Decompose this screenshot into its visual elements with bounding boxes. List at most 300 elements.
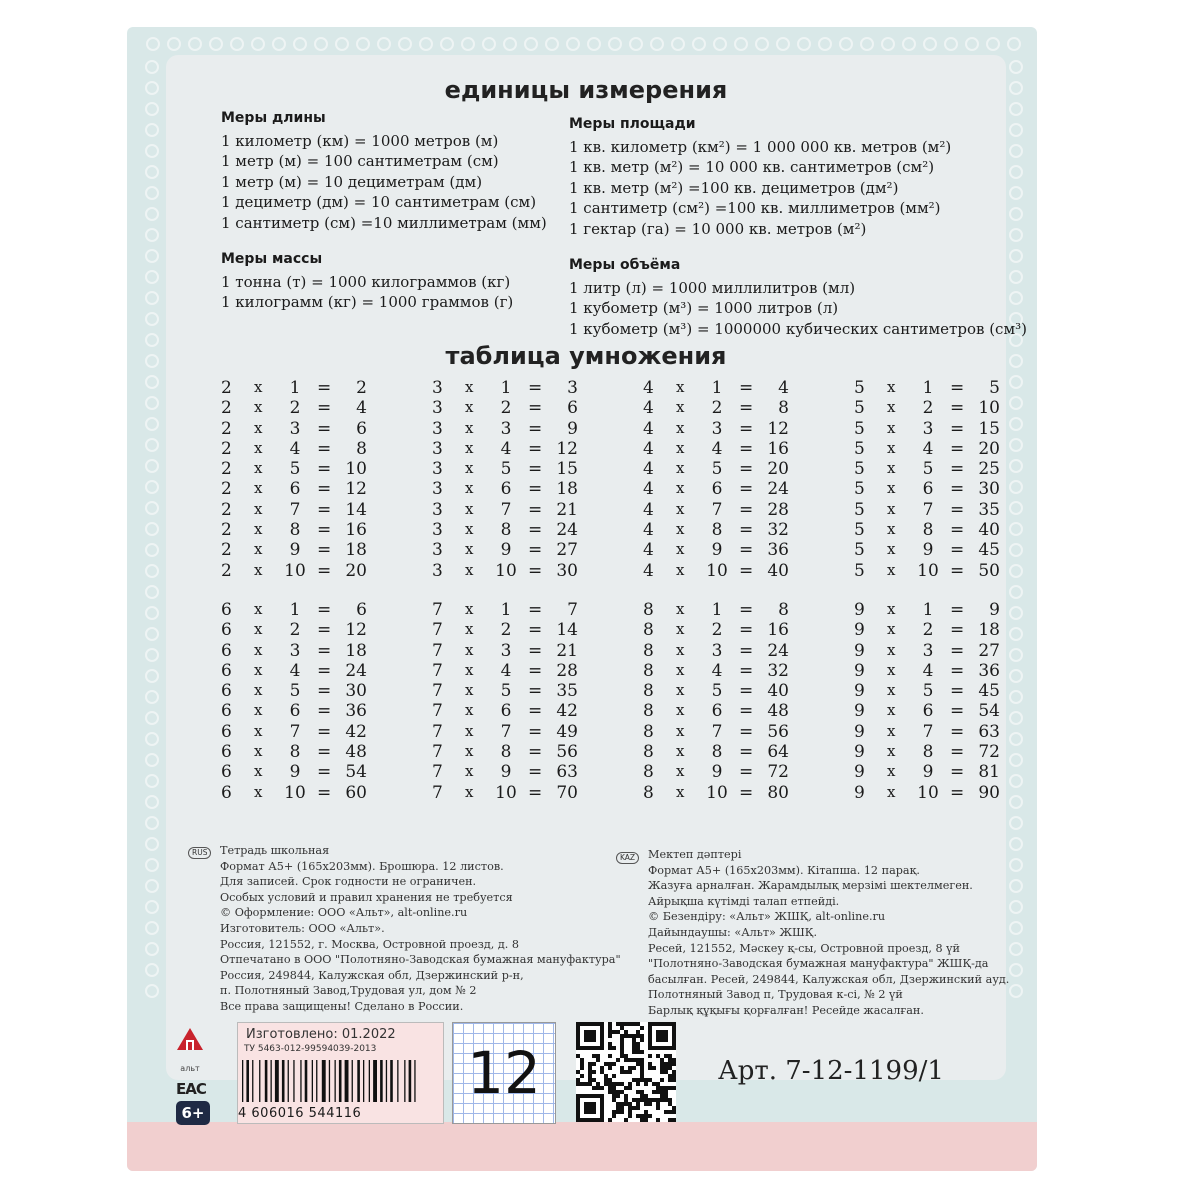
border-ring xyxy=(145,354,159,368)
equals-sign: = xyxy=(317,742,332,763)
imprint-rus xyxy=(220,843,621,1015)
border-ring xyxy=(1009,81,1023,95)
times-sign: x xyxy=(254,681,263,700)
factor-b: 2 xyxy=(922,398,934,419)
border-ring xyxy=(629,37,643,51)
unit-line: 1 килограмм (кг) = 1000 граммов (г) xyxy=(221,293,514,311)
equals-sign: = xyxy=(739,438,754,459)
product: 4 xyxy=(356,398,367,419)
times-sign: x xyxy=(887,660,896,679)
border-ring xyxy=(1009,753,1023,767)
times-sign: x xyxy=(254,418,263,437)
border-ring xyxy=(145,333,159,347)
border-ring xyxy=(839,37,853,51)
border-ring xyxy=(145,396,159,410)
alt-logo xyxy=(176,1028,204,1073)
border-ring xyxy=(1009,522,1023,536)
factor-a: 2 xyxy=(221,540,232,561)
equals-sign: = xyxy=(739,418,754,439)
product: 72 xyxy=(767,762,789,783)
border-ring xyxy=(1009,732,1023,746)
factor-a: 8 xyxy=(643,640,654,661)
imprint-line: Россия, 249844, Калужская обл, Дзержинский р-н, xyxy=(220,968,524,982)
product: 56 xyxy=(556,742,578,763)
equals-sign: = xyxy=(950,499,965,520)
multiplication-row xyxy=(854,398,1004,418)
times-sign: x xyxy=(676,499,685,518)
equals-sign: = xyxy=(739,540,754,561)
factor-a: 4 xyxy=(643,378,654,398)
factor-b: 8 xyxy=(922,520,934,541)
factor-a: 9 xyxy=(854,640,865,661)
cover-bottom-stripe xyxy=(127,1122,1037,1171)
factor-b: 5 xyxy=(500,459,512,480)
mass-heading: Меры массы xyxy=(221,251,323,267)
multiplication-row xyxy=(854,783,1004,803)
factor-a: 7 xyxy=(432,782,443,803)
factor-a: 3 xyxy=(432,560,443,581)
sheets-count: 12 xyxy=(467,1039,541,1107)
border-ring xyxy=(734,37,748,51)
equals-sign: = xyxy=(317,560,332,581)
border-ring xyxy=(1009,900,1023,914)
border-ring xyxy=(545,37,559,51)
times-sign: x xyxy=(887,459,896,478)
border-ring xyxy=(145,291,159,305)
factor-b: 8 xyxy=(289,742,301,763)
product: 24 xyxy=(556,520,578,541)
equals-sign: = xyxy=(739,660,754,681)
multiplication-row xyxy=(432,600,582,620)
imprint-kaz xyxy=(648,847,1009,1019)
product: 48 xyxy=(345,742,367,763)
imprint-line: Все права защищены! Сделано в России. xyxy=(220,999,464,1013)
product: 9 xyxy=(567,418,578,439)
border-ring xyxy=(145,690,159,704)
factor-a: 2 xyxy=(221,479,232,500)
equals-sign: = xyxy=(528,782,543,803)
border-ring xyxy=(145,522,159,536)
product: 8 xyxy=(778,398,789,419)
equals-sign: = xyxy=(528,560,543,581)
factor-a: 3 xyxy=(432,459,443,480)
times-sign: x xyxy=(465,540,474,559)
times-sign: x xyxy=(254,378,263,396)
multiplication-row xyxy=(854,681,1004,701)
multiplication-row xyxy=(432,762,582,782)
product: 18 xyxy=(556,479,578,500)
times-sign: x xyxy=(465,378,474,396)
barcode-icon xyxy=(240,1060,440,1104)
product: 7 xyxy=(567,600,578,620)
factor-a: 9 xyxy=(854,620,865,641)
equals-sign: = xyxy=(950,620,965,641)
border-ring xyxy=(755,37,769,51)
times-sign: x xyxy=(465,640,474,659)
factor-a: 7 xyxy=(432,742,443,763)
multiplication-row xyxy=(643,561,793,581)
factor-b: 6 xyxy=(711,701,723,722)
product: 45 xyxy=(978,540,1000,561)
equals-sign: = xyxy=(317,459,332,480)
unit-line: 1 метр (м) = 10 дециметрам (дм) xyxy=(221,172,483,191)
factor-a: 7 xyxy=(432,721,443,742)
factor-b: 7 xyxy=(289,499,301,520)
times-sign: x xyxy=(676,681,685,700)
equals-sign: = xyxy=(528,499,543,520)
product: 10 xyxy=(978,398,1000,419)
product: 30 xyxy=(345,681,367,702)
multiplication-row xyxy=(854,620,1004,640)
multiplication-row xyxy=(643,500,793,520)
factor-b: 10 xyxy=(917,782,939,803)
equals-sign: = xyxy=(317,721,332,742)
product: 28 xyxy=(767,499,789,520)
border-ring xyxy=(1009,438,1023,452)
factor-a: 7 xyxy=(432,681,443,702)
factor-b: 4 xyxy=(922,660,934,681)
equals-sign: = xyxy=(528,520,543,541)
times-sign: x xyxy=(676,540,685,559)
equals-sign: = xyxy=(950,782,965,803)
times-sign: x xyxy=(465,782,474,801)
multiplication-row xyxy=(854,459,1004,479)
border-ring xyxy=(1009,543,1023,557)
factor-b: 7 xyxy=(289,721,301,742)
imprint-line: Мектеп дәптері xyxy=(648,848,742,861)
equals-sign: = xyxy=(739,620,754,641)
border-ring xyxy=(1009,60,1023,74)
multiplication-row xyxy=(643,419,793,439)
multiplication-row xyxy=(432,661,582,681)
product: 50 xyxy=(978,560,1000,581)
factor-a: 3 xyxy=(432,378,443,398)
times-sign: x xyxy=(465,479,474,498)
product: 42 xyxy=(556,701,578,722)
product: 40 xyxy=(767,560,789,581)
multiplication-row xyxy=(643,520,793,540)
factor-a: 5 xyxy=(854,398,865,419)
factor-a: 8 xyxy=(643,681,654,702)
multiplication-row xyxy=(432,419,582,439)
product: 35 xyxy=(978,499,1000,520)
multiplication-row xyxy=(221,701,371,721)
border-ring xyxy=(671,37,685,51)
border-ring xyxy=(1009,375,1023,389)
factor-b: 1 xyxy=(922,378,934,398)
border-ring xyxy=(145,249,159,263)
imprint-line: Формат А5+ (165х203мм). Брошюра. 12 листов. xyxy=(220,859,504,873)
border-ring xyxy=(881,37,895,51)
times-sign: x xyxy=(887,499,896,518)
times-sign: x xyxy=(465,438,474,457)
product: 54 xyxy=(978,701,1000,722)
multiplication-block xyxy=(643,378,793,581)
product: 49 xyxy=(556,721,578,742)
times-sign: x xyxy=(676,378,685,396)
border-ring xyxy=(356,37,370,51)
border-ring xyxy=(145,837,159,851)
border-ring xyxy=(1009,921,1023,935)
product: 28 xyxy=(556,660,578,681)
equals-sign: = xyxy=(950,640,965,661)
product: 12 xyxy=(345,620,367,641)
unit-line: 1 кв. километр (км²) = 1 000 000 кв. метров (м²) xyxy=(569,137,952,156)
times-sign: x xyxy=(887,540,896,559)
factor-a: 5 xyxy=(854,459,865,480)
factor-a: 5 xyxy=(854,499,865,520)
times-sign: x xyxy=(676,742,685,761)
unit-line: 1 метр (м) = 100 сантиметрам (см) xyxy=(221,152,499,170)
multiplication-row xyxy=(643,439,793,459)
factor-b: 9 xyxy=(500,762,512,783)
factor-b: 1 xyxy=(711,378,723,398)
product: 56 xyxy=(767,721,789,742)
factor-b: 7 xyxy=(711,499,723,520)
times-sign: x xyxy=(254,479,263,498)
multiplication-row xyxy=(643,398,793,418)
factor-b: 7 xyxy=(922,499,934,520)
product: 24 xyxy=(767,479,789,500)
border-ring xyxy=(146,37,160,51)
factor-b: 6 xyxy=(500,479,512,500)
border-ring xyxy=(461,37,475,51)
factor-b: 6 xyxy=(500,701,512,722)
sheets-count-box xyxy=(452,1022,556,1124)
times-sign: x xyxy=(254,398,263,417)
factor-a: 9 xyxy=(854,782,865,803)
factor-a: 6 xyxy=(221,742,232,763)
factor-b: 3 xyxy=(289,640,301,661)
border-ring xyxy=(419,37,433,51)
multiplication-row xyxy=(854,661,1004,681)
product: 36 xyxy=(978,660,1000,681)
border-ring xyxy=(1009,354,1023,368)
factor-a: 9 xyxy=(854,681,865,702)
border-ring xyxy=(209,37,223,51)
times-sign: x xyxy=(465,499,474,518)
border-ring xyxy=(566,37,580,51)
manufactured-date: Изготовлено: 01.2022 xyxy=(246,1027,396,1042)
multiplication-row xyxy=(643,641,793,661)
times-sign: x xyxy=(887,762,896,781)
factor-b: 3 xyxy=(500,640,512,661)
factor-a: 9 xyxy=(854,600,865,620)
product: 2 xyxy=(356,378,367,398)
multiplication-row xyxy=(643,540,793,560)
product: 20 xyxy=(345,560,367,581)
border-ring xyxy=(1009,963,1023,977)
equals-sign: = xyxy=(950,762,965,783)
factor-b: 1 xyxy=(711,600,723,620)
factor-b: 1 xyxy=(500,378,512,398)
imprint-line: Изготовитель: ООО «Альт». xyxy=(220,921,385,935)
border-ring xyxy=(145,900,159,914)
factor-a: 2 xyxy=(221,459,232,480)
factor-b: 3 xyxy=(922,640,934,661)
times-sign: x xyxy=(254,520,263,539)
imprint-line: Отпечатано в ООО "Полотняно-Заводская бумажная мануфактура" xyxy=(220,953,621,967)
border-ring xyxy=(713,37,727,51)
border-ring xyxy=(1009,669,1023,683)
multiplication-row xyxy=(221,742,371,762)
multiplication-row xyxy=(854,600,1004,620)
times-sign: x xyxy=(676,418,685,437)
factor-a: 7 xyxy=(432,620,443,641)
times-sign: x xyxy=(887,398,896,417)
times-sign: x xyxy=(676,479,685,498)
multiplication-row xyxy=(854,762,1004,782)
factor-a: 7 xyxy=(432,640,443,661)
border-ring xyxy=(965,37,979,51)
factor-a: 9 xyxy=(854,721,865,742)
multiplication-row xyxy=(432,479,582,499)
factor-b: 10 xyxy=(917,560,939,581)
multiplication-row xyxy=(432,783,582,803)
factor-a: 9 xyxy=(854,742,865,763)
product: 21 xyxy=(556,640,578,661)
product: 20 xyxy=(767,459,789,480)
border-ring xyxy=(145,774,159,788)
equals-sign: = xyxy=(528,721,543,742)
product: 16 xyxy=(767,620,789,641)
factor-a: 6 xyxy=(221,600,232,620)
equals-sign: = xyxy=(317,378,332,398)
border-ring xyxy=(145,963,159,977)
factor-b: 10 xyxy=(284,782,306,803)
border-ring xyxy=(692,37,706,51)
multiplication-row xyxy=(854,479,1004,499)
equals-sign: = xyxy=(739,600,754,620)
factor-b: 10 xyxy=(284,560,306,581)
equals-sign: = xyxy=(317,398,332,419)
border-ring xyxy=(145,186,159,200)
product: 54 xyxy=(345,762,367,783)
border-ring xyxy=(145,60,159,74)
factor-a: 6 xyxy=(221,762,232,783)
equals-sign: = xyxy=(739,742,754,763)
equals-sign: = xyxy=(739,640,754,661)
factor-b: 9 xyxy=(922,540,934,561)
multiplication-row xyxy=(854,722,1004,742)
border-ring xyxy=(503,37,517,51)
times-sign: x xyxy=(465,762,474,781)
times-sign: x xyxy=(254,762,263,781)
imprint-line: Айрықша күтімді талап етпейді. xyxy=(648,894,840,908)
product: 45 xyxy=(978,681,1000,702)
factor-b: 4 xyxy=(289,660,301,681)
times-sign: x xyxy=(676,520,685,539)
equals-sign: = xyxy=(317,681,332,702)
factor-b: 2 xyxy=(922,620,934,641)
qr-code-icon xyxy=(576,1022,676,1122)
product: 40 xyxy=(978,520,1000,541)
times-sign: x xyxy=(254,499,263,518)
times-sign: x xyxy=(887,418,896,437)
border-ring xyxy=(1009,774,1023,788)
multiplication-row xyxy=(432,439,582,459)
border-ring xyxy=(145,165,159,179)
factor-b: 5 xyxy=(711,681,723,702)
times-sign: x xyxy=(465,520,474,539)
product: 4 xyxy=(778,378,789,398)
factor-a: 4 xyxy=(643,479,654,500)
border-ring xyxy=(145,102,159,116)
factor-a: 2 xyxy=(221,520,232,541)
multiplication-row xyxy=(643,378,793,398)
equals-sign: = xyxy=(950,560,965,581)
factor-a: 8 xyxy=(643,620,654,641)
imprint-line: Особых условий и правил хранения не требуется xyxy=(220,890,513,904)
factor-b: 10 xyxy=(706,560,728,581)
border-ring xyxy=(1009,396,1023,410)
equals-sign: = xyxy=(950,520,965,541)
barcode-number: 4 606016 544116 xyxy=(238,1106,362,1121)
equals-sign: = xyxy=(950,540,965,561)
times-sign: x xyxy=(254,660,263,679)
equals-sign: = xyxy=(528,742,543,763)
factor-a: 3 xyxy=(432,520,443,541)
factor-a: 5 xyxy=(854,560,865,581)
equals-sign: = xyxy=(739,398,754,419)
imprint-line: © Безендіру: «Альт» ЖШҚ, alt-online.ru xyxy=(648,910,886,924)
multiplication-row xyxy=(221,439,371,459)
times-sign: x xyxy=(254,438,263,457)
multiplication-row xyxy=(432,681,582,701)
times-sign: x xyxy=(887,681,896,700)
factor-b: 6 xyxy=(922,701,934,722)
factor-b: 9 xyxy=(711,762,723,783)
times-sign: x xyxy=(676,398,685,417)
border-ring xyxy=(776,37,790,51)
factor-a: 4 xyxy=(643,438,654,459)
units-right-column xyxy=(569,114,1027,339)
factor-a: 3 xyxy=(432,479,443,500)
unit-line: 1 сантиметр (см) =10 миллиметрам (мм) xyxy=(221,213,547,232)
factor-a: 9 xyxy=(854,701,865,722)
times-sign: x xyxy=(465,681,474,700)
lang-tag-kaz: KAZ xyxy=(616,852,639,864)
factor-a: 4 xyxy=(643,398,654,419)
border-ring xyxy=(818,37,832,51)
border-ring xyxy=(1009,858,1023,872)
volume-heading: Меры объёма xyxy=(569,257,681,273)
border-ring xyxy=(1009,606,1023,620)
factor-a: 2 xyxy=(221,438,232,459)
times-sign: x xyxy=(465,398,474,417)
factor-b: 8 xyxy=(711,742,723,763)
product: 9 xyxy=(989,600,1000,620)
equals-sign: = xyxy=(528,681,543,702)
times-sign: x xyxy=(254,721,263,740)
product: 6 xyxy=(567,398,578,419)
times-sign: x xyxy=(465,418,474,437)
multiplication-row xyxy=(432,701,582,721)
mass-lines xyxy=(221,272,547,313)
area-heading: Меры площади xyxy=(569,116,696,132)
product: 36 xyxy=(767,540,789,561)
border-ring xyxy=(335,37,349,51)
factor-b: 7 xyxy=(922,721,934,742)
border-ring xyxy=(188,37,202,51)
multiplication-row xyxy=(854,701,1004,721)
multiplication-row xyxy=(221,540,371,560)
multiplication-row xyxy=(221,722,371,742)
factor-b: 1 xyxy=(500,600,512,620)
multiplication-row xyxy=(643,459,793,479)
equals-sign: = xyxy=(950,660,965,681)
times-sign: x xyxy=(465,701,474,720)
